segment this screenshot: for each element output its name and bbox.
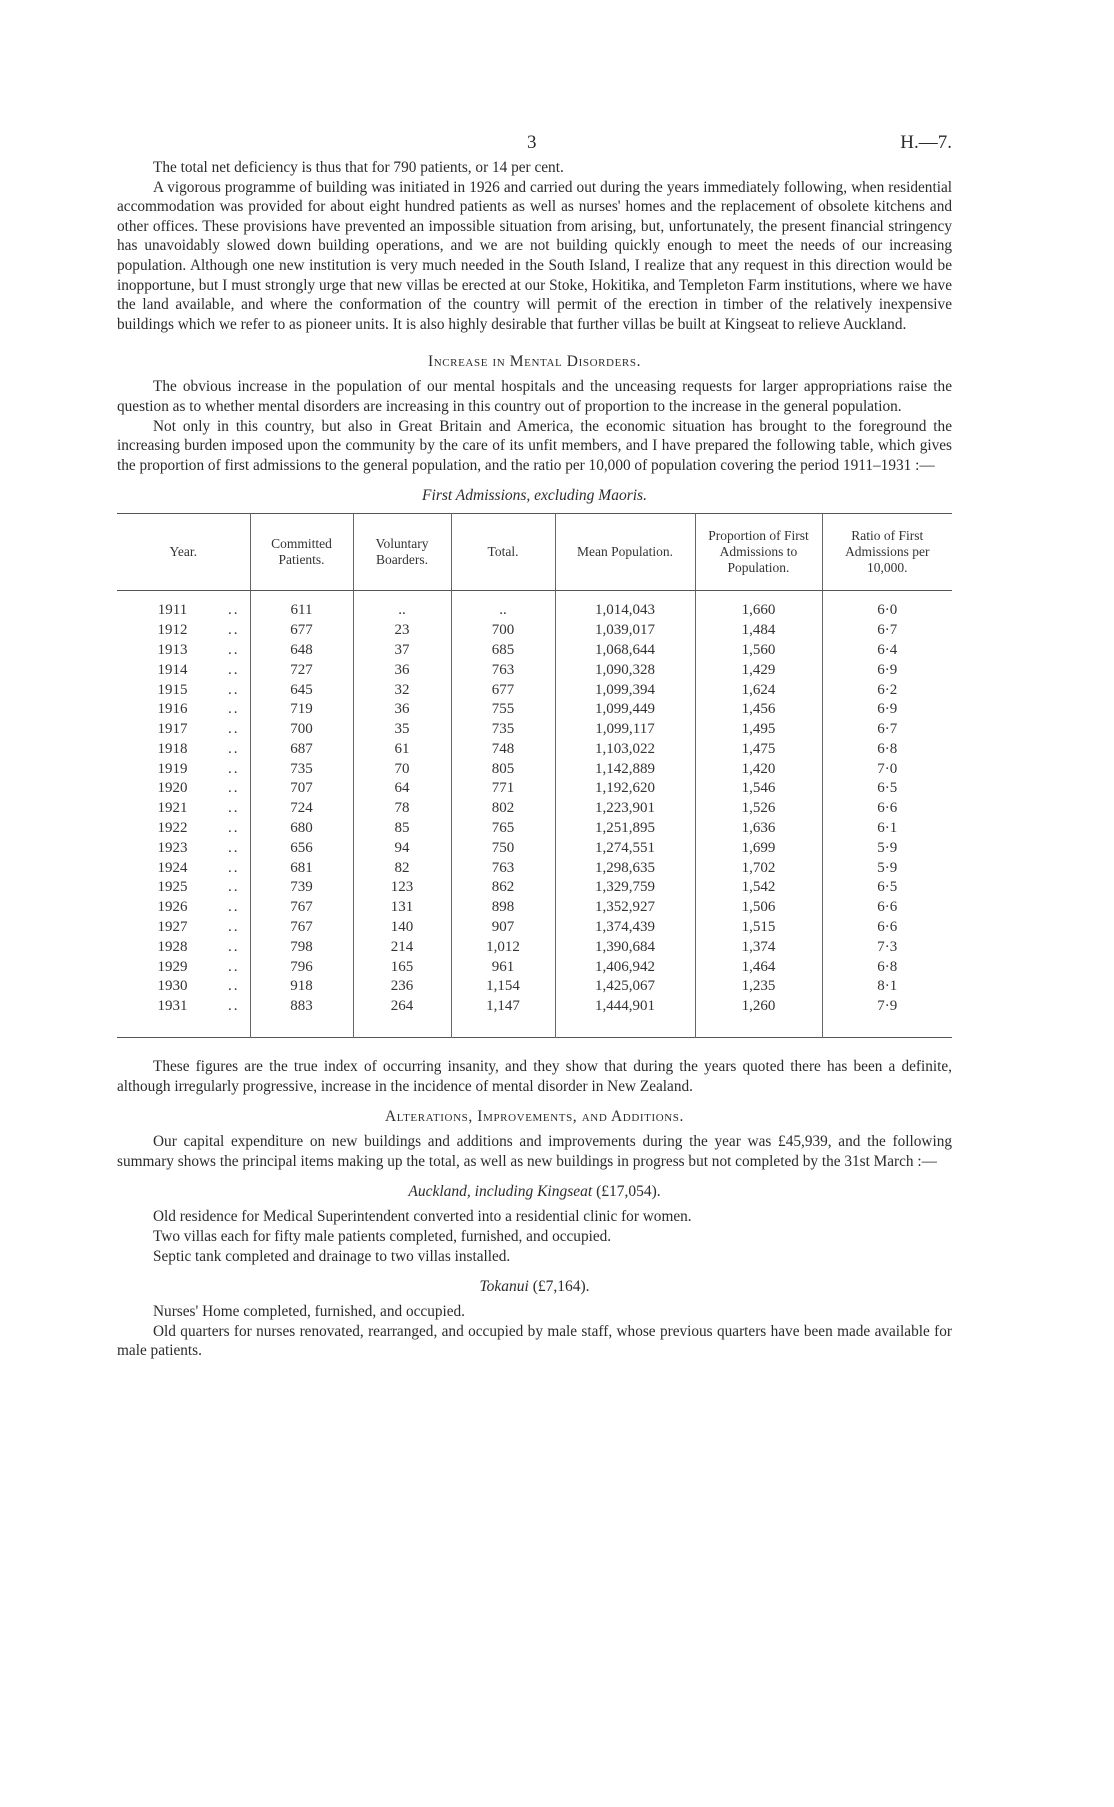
voluntary-cell: 82 (353, 859, 451, 879)
voluntary-cell: 64 (353, 779, 451, 799)
committed-cell: 611 (250, 601, 353, 621)
voluntary-cell: 94 (353, 839, 451, 859)
auckland-title: Auckland, including Kingseat (408, 1183, 593, 1201)
committed-cell: 724 (250, 799, 353, 819)
proportion-cell: 1,464 (695, 958, 822, 978)
committed-cell: 719 (250, 700, 353, 720)
year-value: 1929 (157, 958, 188, 975)
table-row (117, 681, 952, 701)
year-value: 1923 (157, 839, 188, 856)
table-row (117, 760, 952, 780)
proportion-cell: 1,546 (695, 779, 822, 799)
committed-cell: 767 (250, 898, 353, 918)
mean-population-cell: 1,099,117 (555, 720, 695, 740)
leader-dots: .. (228, 938, 240, 955)
total-cell: 685 (451, 641, 555, 661)
year-cell (117, 819, 250, 839)
auckland-amount: (£17,054). (596, 1183, 661, 1201)
ratio-cell: 6·9 (822, 700, 952, 720)
column-header-total: Total. (451, 514, 555, 591)
year-cell (117, 839, 250, 859)
column-header-ratio: Ratio of First Admissions per 10,000. (822, 514, 952, 591)
voluntary-cell: 236 (353, 977, 451, 997)
total-cell: 802 (451, 799, 555, 819)
auckland-item-2: Two villas each for fifty male patients completed, furnished, and occupied. (153, 1228, 612, 1246)
total-cell: 700 (451, 621, 555, 641)
ratio-cell: 5·9 (822, 839, 952, 859)
year-value: 1931 (157, 998, 188, 1015)
ratio-cell: 6·4 (822, 641, 952, 661)
mean-population-cell: 1,390,684 (555, 938, 695, 958)
page-header (117, 132, 952, 158)
year-value: 1919 (157, 760, 188, 777)
year-cell (117, 958, 250, 978)
year-value: 1912 (157, 622, 188, 639)
voluntary-cell: 165 (353, 958, 451, 978)
year-value: 1926 (157, 899, 188, 916)
increase-paragraph-2: Not only in this country, but also in Great Britain and America, the economic situation has brought to the foreground the increasing burden imposed upon the community by the care of its unfit members, and I have prepared the following table, which gives the proportion of first admissions to the general population, and the ratio per 10,000 of population covering the period 1911–1931 :— (117, 417, 952, 474)
leader-dots: .. (228, 998, 240, 1015)
voluntary-cell: 36 (353, 661, 451, 681)
total-cell: 750 (451, 839, 555, 859)
proportion-cell: 1,560 (695, 641, 822, 661)
committed-cell: 798 (250, 938, 353, 958)
proportion-cell: 1,636 (695, 819, 822, 839)
intro-paragraph-2: A vigorous programme of building was initiated in 1926 and carried out during the years immediately following, when residential accommodation was provided for about eight hundred patients as well as nurses' homes and the replacement of obsolete kitchens and other offices. These provisions have prevented an impossible situation from arising, but, unfortunately, the present financial stringency has unavoidably slowed down building operations, and we are not building quickly enough to meet the needs of our increasing population. Although one new institution is very much needed in the South Island, I realize that any request in this direction would be inopportune, but I must strongly urge that new villas be erected at our Stoke, Hokitika, and Templeton Farm institutions, where we have the land available, and where the conformation of the country will permit of the erection in timber of the relatively inexpensive buildings which we refer to as pioneer units. It is also highly desirable that further villas be built at Kingseat to relieve Auckland. (117, 178, 952, 333)
proportion-cell: 1,515 (695, 918, 822, 938)
tokanui-amount: (£7,164). (532, 1278, 590, 1296)
mean-population-cell: 1,425,067 (555, 977, 695, 997)
year-cell (117, 799, 250, 819)
year-value: 1928 (157, 938, 188, 955)
table-row (117, 878, 952, 898)
proportion-cell: 1,495 (695, 720, 822, 740)
proportion-cell: 1,702 (695, 859, 822, 879)
leader-dots: .. (228, 602, 240, 619)
total-cell: 805 (451, 760, 555, 780)
ratio-cell: 6·9 (822, 661, 952, 681)
proportion-cell: 1,484 (695, 621, 822, 641)
column-header-committed: Committed Patients. (250, 514, 353, 591)
mean-population-cell: 1,142,889 (555, 760, 695, 780)
year-cell (117, 760, 250, 780)
year-value: 1921 (157, 800, 188, 817)
mean-population-cell: 1,298,635 (555, 859, 695, 879)
committed-cell: 677 (250, 621, 353, 641)
mean-population-cell: 1,444,901 (555, 997, 695, 1017)
table-row (117, 720, 952, 740)
voluntary-cell: 123 (353, 878, 451, 898)
table-row (117, 997, 952, 1017)
total-cell: .. (451, 601, 555, 621)
ratio-cell: 6·0 (822, 601, 952, 621)
leader-dots: .. (228, 899, 240, 916)
alterations-paragraph: Our capital expenditure on new buildings and additions and improvements during the year was £45,939, and the following summary shows the principal items making up the total, as well as new buildings in progress but not completed by the 31st March :— (117, 1133, 952, 1170)
voluntary-cell: 32 (353, 681, 451, 701)
proportion-cell: 1,260 (695, 997, 822, 1017)
proportion-cell: 1,429 (695, 661, 822, 681)
proportion-cell: 1,420 (695, 760, 822, 780)
tokanui-subheading (117, 1278, 952, 1296)
tokanui-item-2: Old quarters for nurses renovated, rearranged, and occupied by male staff, whose previous quarters have been made available for male patients. (117, 1322, 952, 1360)
voluntary-cell: 36 (353, 700, 451, 720)
year-cell (117, 997, 250, 1017)
year-value: 1922 (157, 820, 188, 837)
ratio-cell: 8·1 (822, 977, 952, 997)
proportion-cell: 1,456 (695, 700, 822, 720)
intro-paragraph-1: The total net deficiency is thus that for 790 patients, or 14 per cent. (153, 159, 564, 176)
table-row (117, 641, 952, 661)
total-cell: 735 (451, 720, 555, 740)
leader-dots: .. (228, 701, 240, 718)
total-cell: 1,012 (451, 938, 555, 958)
mean-population-cell: 1,352,927 (555, 898, 695, 918)
mean-population-cell: 1,406,942 (555, 958, 695, 978)
ratio-cell: 6·6 (822, 918, 952, 938)
proportion-cell: 1,699 (695, 839, 822, 859)
year-cell (117, 878, 250, 898)
ratio-cell: 7·9 (822, 997, 952, 1017)
committed-cell: 680 (250, 819, 353, 839)
voluntary-cell: 23 (353, 621, 451, 641)
total-cell: 763 (451, 859, 555, 879)
column-header-mean-population: Mean Population. (555, 514, 695, 591)
mean-population-cell: 1,223,901 (555, 799, 695, 819)
year-cell (117, 977, 250, 997)
voluntary-cell: 37 (353, 641, 451, 661)
year-value: 1915 (157, 681, 188, 698)
committed-cell: 739 (250, 878, 353, 898)
year-value: 1918 (157, 740, 188, 757)
committed-cell: 918 (250, 977, 353, 997)
total-cell: 771 (451, 779, 555, 799)
committed-cell: 883 (250, 997, 353, 1017)
leader-dots: .. (228, 740, 240, 757)
year-value: 1920 (157, 780, 188, 797)
total-cell: 898 (451, 898, 555, 918)
leader-dots: .. (228, 839, 240, 856)
year-cell (117, 661, 250, 681)
table-row (117, 621, 952, 641)
mean-population-cell: 1,099,394 (555, 681, 695, 701)
leader-dots: .. (228, 760, 240, 777)
year-value: 1911 (157, 602, 188, 619)
ratio-cell: 6·5 (822, 878, 952, 898)
committed-cell: 707 (250, 779, 353, 799)
voluntary-cell: 70 (353, 760, 451, 780)
ratio-cell: 7·0 (822, 760, 952, 780)
year-cell (117, 859, 250, 879)
ratio-cell: 6·8 (822, 740, 952, 760)
table-row (117, 740, 952, 760)
mean-population-cell: 1,099,449 (555, 700, 695, 720)
auckland-item-1: Old residence for Medical Superintendent converted into a residential clinic for women. (153, 1208, 692, 1226)
leader-dots: .. (228, 978, 240, 995)
proportion-cell: 1,475 (695, 740, 822, 760)
year-cell (117, 779, 250, 799)
total-cell: 763 (451, 661, 555, 681)
year-value: 1913 (157, 641, 188, 658)
leader-dots: .. (228, 780, 240, 797)
table-row (117, 839, 952, 859)
leader-dots: .. (228, 820, 240, 837)
mean-population-cell: 1,274,551 (555, 839, 695, 859)
tokanui-title: Tokanui (479, 1278, 529, 1296)
proportion-cell: 1,526 (695, 799, 822, 819)
mean-population-cell: 1,374,439 (555, 918, 695, 938)
leader-dots: .. (228, 800, 240, 817)
ratio-cell: 5·9 (822, 859, 952, 879)
year-value: 1916 (157, 701, 188, 718)
document-reference: H.—7. (900, 132, 952, 153)
leader-dots: .. (228, 919, 240, 936)
proportion-cell: 1,542 (695, 878, 822, 898)
proportion-cell: 1,235 (695, 977, 822, 997)
total-cell: 765 (451, 819, 555, 839)
tokanui-item-1: Nurses' Home completed, furnished, and occupied. (153, 1303, 466, 1321)
table-body (117, 591, 952, 1038)
committed-cell: 700 (250, 720, 353, 740)
total-cell: 907 (451, 918, 555, 938)
voluntary-cell: 140 (353, 918, 451, 938)
leader-dots: .. (228, 721, 240, 738)
committed-cell: 796 (250, 958, 353, 978)
total-cell: 1,147 (451, 997, 555, 1017)
table-row (117, 938, 952, 958)
proportion-cell: 1,506 (695, 898, 822, 918)
committed-cell: 767 (250, 918, 353, 938)
total-cell: 961 (451, 958, 555, 978)
year-cell (117, 700, 250, 720)
table-row (117, 661, 952, 681)
mean-population-cell: 1,014,043 (555, 601, 695, 621)
year-cell (117, 938, 250, 958)
committed-cell: 656 (250, 839, 353, 859)
table-row (117, 601, 952, 621)
year-cell (117, 601, 250, 621)
voluntary-cell: 264 (353, 997, 451, 1017)
total-cell: 748 (451, 740, 555, 760)
ratio-cell: 6·7 (822, 621, 952, 641)
year-value: 1914 (157, 661, 188, 678)
voluntary-cell: 214 (353, 938, 451, 958)
ratio-cell: 6·6 (822, 799, 952, 819)
proportion-cell: 1,660 (695, 601, 822, 621)
leader-dots: .. (228, 958, 240, 975)
ratio-cell: 6·2 (822, 681, 952, 701)
total-cell: 862 (451, 878, 555, 898)
committed-cell: 648 (250, 641, 353, 661)
year-cell (117, 720, 250, 740)
year-value: 1925 (157, 879, 188, 896)
leader-dots: .. (228, 879, 240, 896)
table-row (117, 859, 952, 879)
year-cell (117, 641, 250, 661)
leader-dots: .. (228, 641, 240, 658)
section-heading-increase: Increase in Mental Disorders. (427, 353, 642, 371)
table-caption: First Admissions, excluding Maoris. (422, 487, 647, 505)
year-cell (117, 621, 250, 641)
committed-cell: 687 (250, 740, 353, 760)
voluntary-cell: 35 (353, 720, 451, 740)
year-value: 1927 (157, 919, 188, 936)
table-row (117, 819, 952, 839)
mean-population-cell: 1,192,620 (555, 779, 695, 799)
page-number: 3 (527, 132, 537, 153)
table-row (117, 918, 952, 938)
voluntary-cell: .. (353, 601, 451, 621)
table-row (117, 977, 952, 997)
year-cell (117, 681, 250, 701)
first-admissions-table (117, 513, 952, 1038)
committed-cell: 645 (250, 681, 353, 701)
auckland-subheading (117, 1183, 952, 1201)
ratio-cell: 7·3 (822, 938, 952, 958)
ratio-cell: 6·8 (822, 958, 952, 978)
document-page (117, 132, 952, 1361)
voluntary-cell: 61 (353, 740, 451, 760)
ratio-cell: 6·6 (822, 898, 952, 918)
leader-dots: .. (228, 859, 240, 876)
mean-population-cell: 1,090,328 (555, 661, 695, 681)
total-cell: 677 (451, 681, 555, 701)
column-header-year: Year. (117, 514, 250, 591)
increase-paragraph-1: The obvious increase in the population of our mental hospitals and the unceasing requests for larger appropriations raise the question as to whether mental disorders are increasing in this country out of proportion to the increase in the general population. (117, 378, 952, 415)
ratio-cell: 6·7 (822, 720, 952, 740)
ratio-cell: 6·1 (822, 819, 952, 839)
table-row (117, 799, 952, 819)
committed-cell: 681 (250, 859, 353, 879)
column-header-voluntary: Voluntary Boarders. (353, 514, 451, 591)
voluntary-cell: 131 (353, 898, 451, 918)
voluntary-cell: 85 (353, 819, 451, 839)
year-value: 1930 (157, 978, 188, 995)
year-value: 1924 (157, 859, 188, 876)
leader-dots: .. (228, 622, 240, 639)
committed-cell: 727 (250, 661, 353, 681)
section-heading-alterations: Alterations, Improvements, and Additions. (384, 1108, 685, 1126)
proportion-cell: 1,374 (695, 938, 822, 958)
table-row (117, 779, 952, 799)
closing-paragraph: These figures are the true index of occurring insanity, and they show that during the years quoted there has been a definite, although irregularly progressive, increase in the incidence of mental disorder in New Zealand. (117, 1058, 952, 1095)
table-row (117, 898, 952, 918)
total-cell: 755 (451, 700, 555, 720)
auckland-item-3: Septic tank completed and drainage to two villas installed. (153, 1247, 511, 1265)
mean-population-cell: 1,329,759 (555, 878, 695, 898)
ratio-cell: 6·5 (822, 779, 952, 799)
mean-population-cell: 1,251,895 (555, 819, 695, 839)
column-header-proportion: Proportion of First Admissions to Population. (695, 514, 822, 591)
year-cell (117, 740, 250, 760)
total-cell: 1,154 (451, 977, 555, 997)
year-cell (117, 918, 250, 938)
mean-population-cell: 1,103,022 (555, 740, 695, 760)
leader-dots: .. (228, 661, 240, 678)
year-cell (117, 898, 250, 918)
table-header-row (117, 514, 952, 591)
mean-population-cell: 1,068,644 (555, 641, 695, 661)
year-value: 1917 (157, 721, 188, 738)
proportion-cell: 1,624 (695, 681, 822, 701)
mean-population-cell: 1,039,017 (555, 621, 695, 641)
voluntary-cell: 78 (353, 799, 451, 819)
table-row (117, 958, 952, 978)
leader-dots: .. (228, 681, 240, 698)
committed-cell: 735 (250, 760, 353, 780)
table-row (117, 700, 952, 720)
